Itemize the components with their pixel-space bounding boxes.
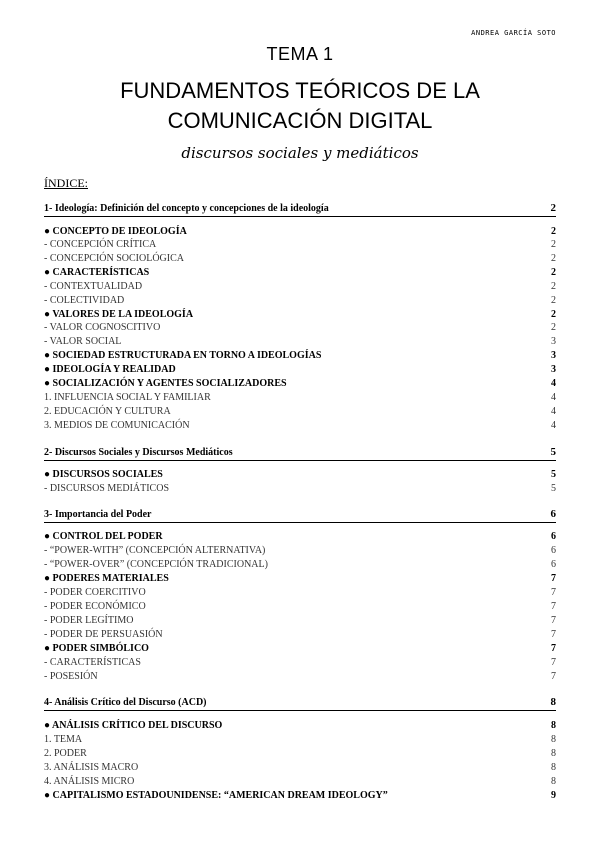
toc-page: 7 [551, 601, 556, 612]
toc-page: 7 [551, 587, 556, 598]
toc-page: 7 [551, 643, 556, 654]
toc-subentry[interactable] [44, 776, 556, 789]
toc-label: ● IDEOLOGÍA Y REALIDAD [44, 364, 176, 375]
author-name: ANDREA GARCÍA SOTO [471, 29, 556, 37]
toc-label: 1. TEMA [44, 734, 83, 745]
toc-label: 2- Discursos Sociales y Discursos Mediáticos [44, 447, 233, 458]
toc-label: 4- Análisis Crítico del Discurso (ACD) [44, 697, 207, 708]
toc-subentry[interactable] [44, 295, 556, 308]
toc-subentry[interactable] [44, 671, 556, 684]
toc-section[interactable] [44, 202, 556, 217]
toc-page: 3 [551, 364, 556, 375]
toc-page: 4 [551, 378, 556, 389]
toc-entry[interactable] [44, 309, 556, 322]
toc-page: 2 [550, 202, 556, 214]
toc-page: 7 [551, 615, 556, 626]
toc-page: 4 [551, 406, 556, 417]
toc-entry[interactable] [44, 350, 556, 363]
toc-entry[interactable] [44, 643, 556, 656]
toc-section[interactable] [44, 508, 556, 523]
toc-label: 1- Ideología: Definición del concepto y concepciones de la ideología [44, 203, 329, 214]
toc-label: - PODER COERCITIVO [44, 587, 146, 598]
toc-page: 8 [551, 776, 556, 787]
toc-subentry[interactable] [44, 483, 556, 496]
toc-label: 3. MEDIOS DE COMUNICACIÓN [44, 420, 190, 431]
toc-page: 6 [551, 531, 556, 542]
toc-subentry[interactable] [44, 322, 556, 335]
toc-entry[interactable] [44, 378, 556, 391]
toc-subentry[interactable] [44, 545, 556, 558]
toc-subentry[interactable] [44, 748, 556, 761]
toc-page: 2 [551, 239, 556, 250]
toc-section[interactable] [44, 696, 556, 711]
toc-label: ● DISCURSOS SOCIALES [44, 469, 163, 480]
toc-page: 2 [551, 267, 556, 278]
toc-subentry[interactable] [44, 420, 556, 433]
toc-label: 3. ANÁLISIS MACRO [44, 762, 139, 773]
toc-label: - PODER ECONÓMICO [44, 601, 146, 612]
toc-subentry[interactable] [44, 281, 556, 294]
toc-page: 7 [551, 671, 556, 682]
toc-entry[interactable] [44, 573, 556, 586]
toc-label: 1. INFLUENCIA SOCIAL Y FAMILIAR [44, 392, 211, 403]
toc-page: 6 [551, 545, 556, 556]
toc-label: - CARACTERÍSTICAS [44, 657, 141, 668]
toc-label: 4. ANÁLISIS MICRO [44, 776, 135, 787]
toc-label: - CONCEPCIÓN SOCIOLÓGICA [44, 253, 185, 264]
toc-page: 5 [551, 483, 556, 494]
document-subtitle: discursos sociales y mediáticos [181, 144, 419, 162]
toc-subentry[interactable] [44, 336, 556, 349]
tema-heading: TEMA 1 [266, 44, 334, 64]
toc-label: ● PODER SIMBÓLICO [44, 643, 149, 654]
toc-page: 2 [551, 281, 556, 292]
toc-label: ● CONTROL DEL PODER [44, 531, 163, 542]
toc-page: 9 [551, 790, 556, 801]
toc-page: 4 [551, 420, 556, 431]
toc-entry[interactable] [44, 226, 556, 239]
toc-page: 5 [551, 469, 556, 480]
toc-label: - “POWER-WITH” (CONCEPCIÓN ALTERNATIVA) [44, 545, 266, 556]
toc-subentry[interactable] [44, 615, 556, 628]
toc-page: 5 [550, 446, 556, 458]
toc-page: 6 [550, 508, 556, 520]
toc-subentry[interactable] [44, 239, 556, 252]
toc-label: ● VALORES DE LA IDEOLOGÍA [44, 309, 194, 320]
index-heading: ÍNDICE: [44, 176, 88, 190]
toc-label: 3- Importancia del Poder [44, 509, 152, 520]
toc-entry[interactable] [44, 531, 556, 544]
toc-page: 3 [551, 336, 556, 347]
toc-page: 8 [551, 762, 556, 773]
toc-label: ● SOCIALIZACIÓN Y AGENTES SOCIALIZADORES [44, 378, 287, 389]
title-line-1: FUNDAMENTOS TEÓRICOS DE LA [120, 78, 480, 103]
toc-subentry[interactable] [44, 559, 556, 572]
toc-page: 8 [551, 748, 556, 759]
toc-page: 6 [551, 559, 556, 570]
toc-label: - “POWER-OVER” (CONCEPCIÓN TRADICIONAL) [44, 559, 268, 570]
toc-label: - PODER DE PERSUASIÓN [44, 629, 163, 640]
document-title [0, 76, 600, 136]
toc-label: ● CONCEPTO DE IDEOLOGÍA [44, 226, 187, 237]
toc-label: ● ANÁLISIS CRÍTICO DEL DISCURSO [44, 720, 223, 731]
toc-subentry[interactable] [44, 734, 556, 747]
toc-entry[interactable] [44, 469, 556, 482]
toc-entry[interactable] [44, 790, 556, 803]
toc-subentry[interactable] [44, 762, 556, 775]
toc-label: - POSESIÓN [44, 671, 98, 682]
toc-page: 8 [550, 696, 556, 708]
toc-subentry[interactable] [44, 406, 556, 419]
toc-label: 2. EDUCACIÓN Y CULTURA [44, 406, 171, 417]
toc-subentry[interactable] [44, 657, 556, 670]
toc-entry[interactable] [44, 267, 556, 280]
toc-page: 2 [551, 322, 556, 333]
toc-subentry[interactable] [44, 587, 556, 600]
toc-label: 2. PODER [44, 748, 87, 759]
toc-section[interactable] [44, 446, 556, 461]
toc-label: - PODER LEGÍTIMO [44, 615, 134, 626]
toc-label: - COLECTIVIDAD [44, 295, 125, 306]
toc-label: ● SOCIEDAD ESTRUCTURADA EN TORNO A IDEOLOGÍAS [44, 350, 322, 361]
title-line-2: COMUNICACIÓN DIGITAL [167, 108, 433, 133]
toc-label: - DISCURSOS MEDIÁTICOS [44, 483, 170, 494]
toc-label: - VALOR SOCIAL [44, 336, 122, 347]
toc-label: - VALOR COGNOSCITIVO [44, 322, 161, 333]
toc-subentry[interactable] [44, 601, 556, 614]
toc-page: 3 [551, 350, 556, 361]
toc-label: ● PODERES MATERIALES [44, 573, 169, 584]
toc-subentry[interactable] [44, 253, 556, 266]
toc-page: 7 [551, 629, 556, 640]
toc-page: 2 [551, 253, 556, 264]
toc-page: 7 [551, 573, 556, 584]
toc-page: 7 [551, 657, 556, 668]
toc-page: 2 [551, 309, 556, 320]
toc-entry[interactable] [44, 720, 556, 733]
toc-page: 2 [551, 295, 556, 306]
toc-page: 2 [551, 226, 556, 237]
toc-subentry[interactable] [44, 392, 556, 405]
toc-page: 8 [551, 734, 556, 745]
toc-label: ● CAPITALISMO ESTADOUNIDENSE: “AMERICAN DREAM IDEOLOGY” [44, 790, 388, 801]
toc-subentry[interactable] [44, 629, 556, 642]
toc-label: - CONCEPCIÓN CRÍTICA [44, 239, 157, 250]
toc-page: 4 [551, 392, 556, 403]
toc-entry[interactable] [44, 364, 556, 377]
toc-label: ● CARACTERÍSTICAS [44, 267, 150, 278]
toc-label: - CONTEXTUALIDAD [44, 281, 143, 292]
toc-page: 8 [551, 720, 556, 731]
